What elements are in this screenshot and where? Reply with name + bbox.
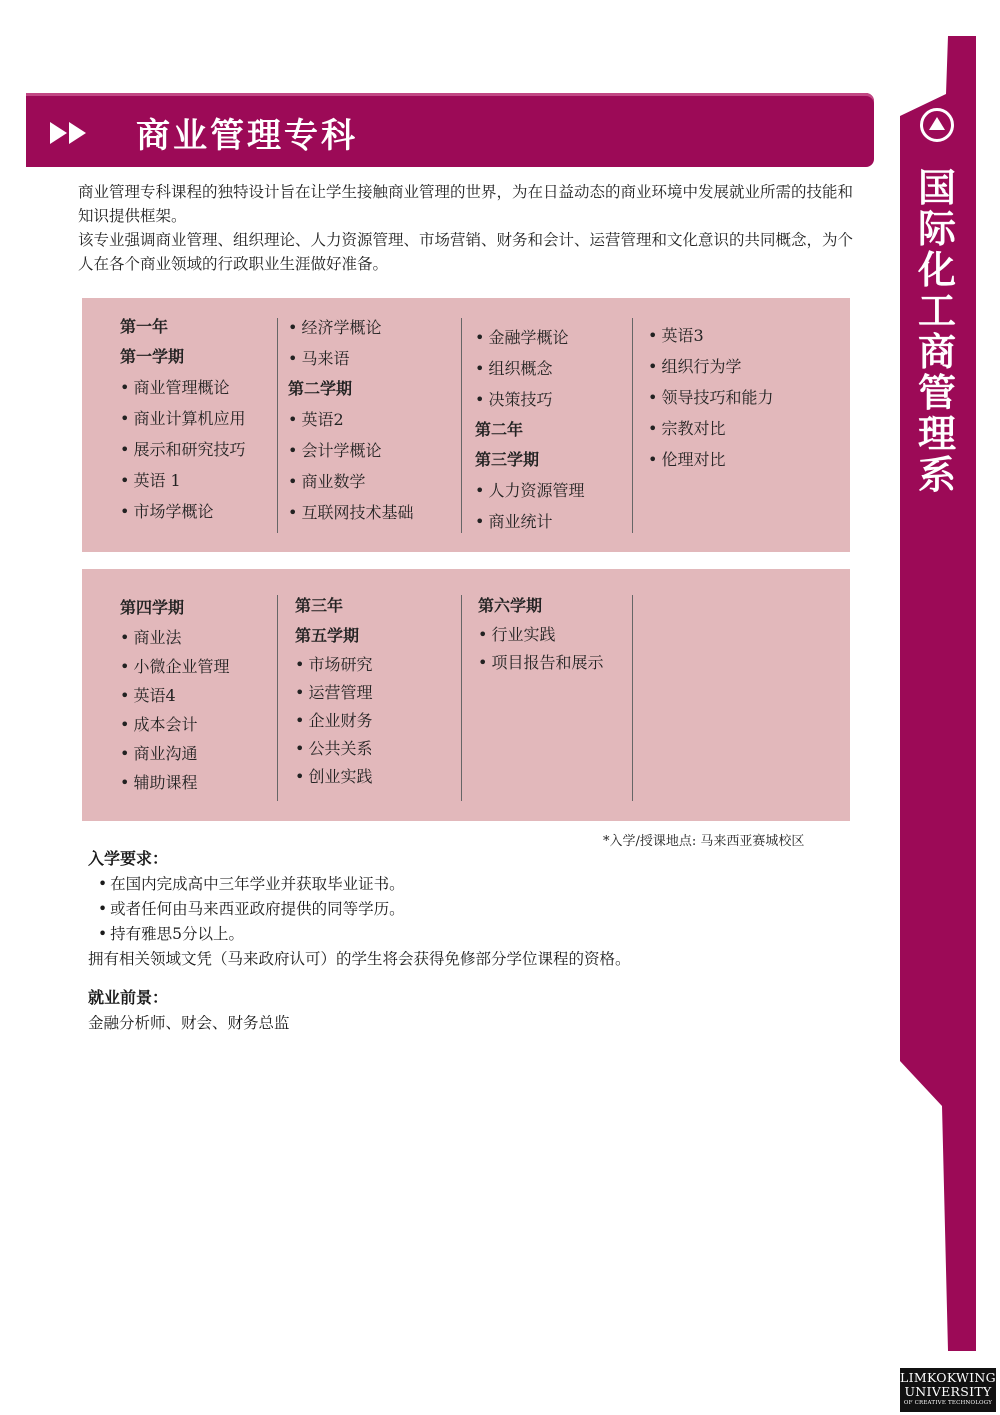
page-title: 商业管理专科	[136, 116, 358, 156]
logo-line-3: OF CREATIVE TECHNOLOGY	[903, 1400, 993, 1406]
course-item: • 马来语	[288, 343, 413, 374]
double-arrow-icon	[50, 122, 90, 144]
course-item: • 商业数学	[288, 466, 413, 497]
year-heading: 第三年	[295, 596, 344, 615]
course-item: • 英语 1	[120, 465, 245, 496]
course-item: • 商业沟通	[120, 739, 229, 768]
semester-heading: 第五学期	[295, 626, 360, 645]
course-item: • 市场研究	[295, 651, 372, 679]
course-item: • 组织概念	[475, 353, 584, 384]
curriculum-panel-year1-2	[82, 298, 850, 552]
panel1-column-4	[648, 320, 773, 475]
panel2-column-1	[120, 593, 229, 797]
column-divider	[277, 318, 278, 533]
university-logo	[900, 1368, 996, 1412]
course-item: • 商业计算机应用	[120, 403, 245, 434]
requirement-item: • 或者任何由马来西亚政府提供的同等学历。	[88, 897, 631, 922]
course-item: • 英语3	[648, 320, 773, 351]
column-divider	[632, 318, 633, 533]
course-item: • 企业财务	[295, 707, 372, 735]
triangle-circle-icon	[920, 108, 954, 142]
course-item: • 英语2	[288, 404, 413, 435]
column-divider	[277, 595, 278, 801]
logo-line-2: UNIVERSITY	[904, 1384, 992, 1399]
year-heading: 第一年	[120, 317, 169, 336]
semester-heading: 第二学期	[288, 379, 353, 398]
course-item: • 互联网技术基础	[288, 497, 413, 528]
career-prospects	[88, 985, 290, 1036]
course-item: • 商业管理概论	[120, 372, 245, 403]
panel1-column-3	[475, 322, 584, 537]
course-item: • 金融学概论	[475, 322, 584, 353]
curriculum-panel-year2-3	[82, 569, 850, 821]
intro-text	[78, 180, 856, 276]
course-item: • 辅助课程	[120, 768, 229, 797]
column-divider	[461, 595, 462, 801]
department-label: 国际化工商管理系	[917, 166, 956, 497]
exemption-note: 拥有相关领域文凭（马来政府认可）的学生将会获得免修部分学位课程的资格。	[88, 950, 631, 968]
course-item: • 公共关系	[295, 735, 372, 763]
course-item: • 项目报告和展示	[478, 649, 603, 677]
panel1-column-1	[120, 312, 245, 527]
course-item: • 宗教对比	[648, 413, 773, 444]
course-item: • 人力资源管理	[475, 475, 584, 506]
panel1-column-2	[288, 312, 413, 528]
career-text: 金融分析师、财会、财务总监	[88, 1014, 290, 1032]
semester-heading: 第一学期	[120, 347, 185, 366]
course-item: • 小微企业管理	[120, 652, 229, 681]
requirement-item: • 在国内完成高中三年学业并获取毕业证书。	[88, 872, 631, 897]
course-item: • 会计学概论	[288, 435, 413, 466]
logo-line-1: LIMKOKWING	[900, 1370, 996, 1385]
course-item: • 伦理对比	[648, 444, 773, 475]
column-divider	[632, 595, 633, 801]
course-item: • 创业实践	[295, 763, 372, 791]
course-item: • 商业法	[120, 623, 229, 652]
course-item: • 成本会计	[120, 710, 229, 739]
requirements-title: 入学要求：	[88, 849, 169, 868]
course-item: • 英语4	[120, 681, 229, 710]
semester-heading: 第三学期	[475, 450, 540, 469]
column-divider	[461, 318, 462, 533]
course-item: • 经济学概论	[288, 312, 413, 343]
semester-heading: 第四学期	[120, 598, 185, 617]
year-heading: 第二年	[475, 420, 524, 439]
course-item: • 市场学概论	[120, 496, 245, 527]
semester-heading: 第六学期	[478, 596, 543, 615]
location-note: *入学/授课地点: 马来西亚赛城校区	[603, 834, 805, 849]
entry-requirements	[88, 846, 631, 972]
course-item: • 决策技巧	[475, 384, 584, 415]
requirement-item: • 持有雅思5分以上。	[88, 922, 631, 947]
course-item: • 行业实践	[478, 621, 603, 649]
course-item: • 展示和研究技巧	[120, 434, 245, 465]
course-item: • 商业统计	[475, 506, 584, 537]
panel2-column-3	[478, 591, 603, 677]
course-item: • 运营管理	[295, 679, 372, 707]
intro-paragraph-1: 商业管理专科课程的独特设计旨在让学生接触商业管理的世界，为在日益动态的商业环境中发展就业所需的技能和知识提供框架。	[78, 183, 854, 225]
intro-paragraph-2: 该专业强调商业管理、组织理论、人力资源管理、市场营销、财务和会计、运营管理和文化意识的共同概念，为个人在各个商业领域的行政职业生涯做好准备。	[78, 231, 854, 273]
career-title: 就业前景：	[88, 988, 169, 1007]
course-item: • 领导技巧和能力	[648, 382, 773, 413]
course-item: • 组织行为学	[648, 351, 773, 382]
panel2-column-2	[295, 591, 372, 791]
